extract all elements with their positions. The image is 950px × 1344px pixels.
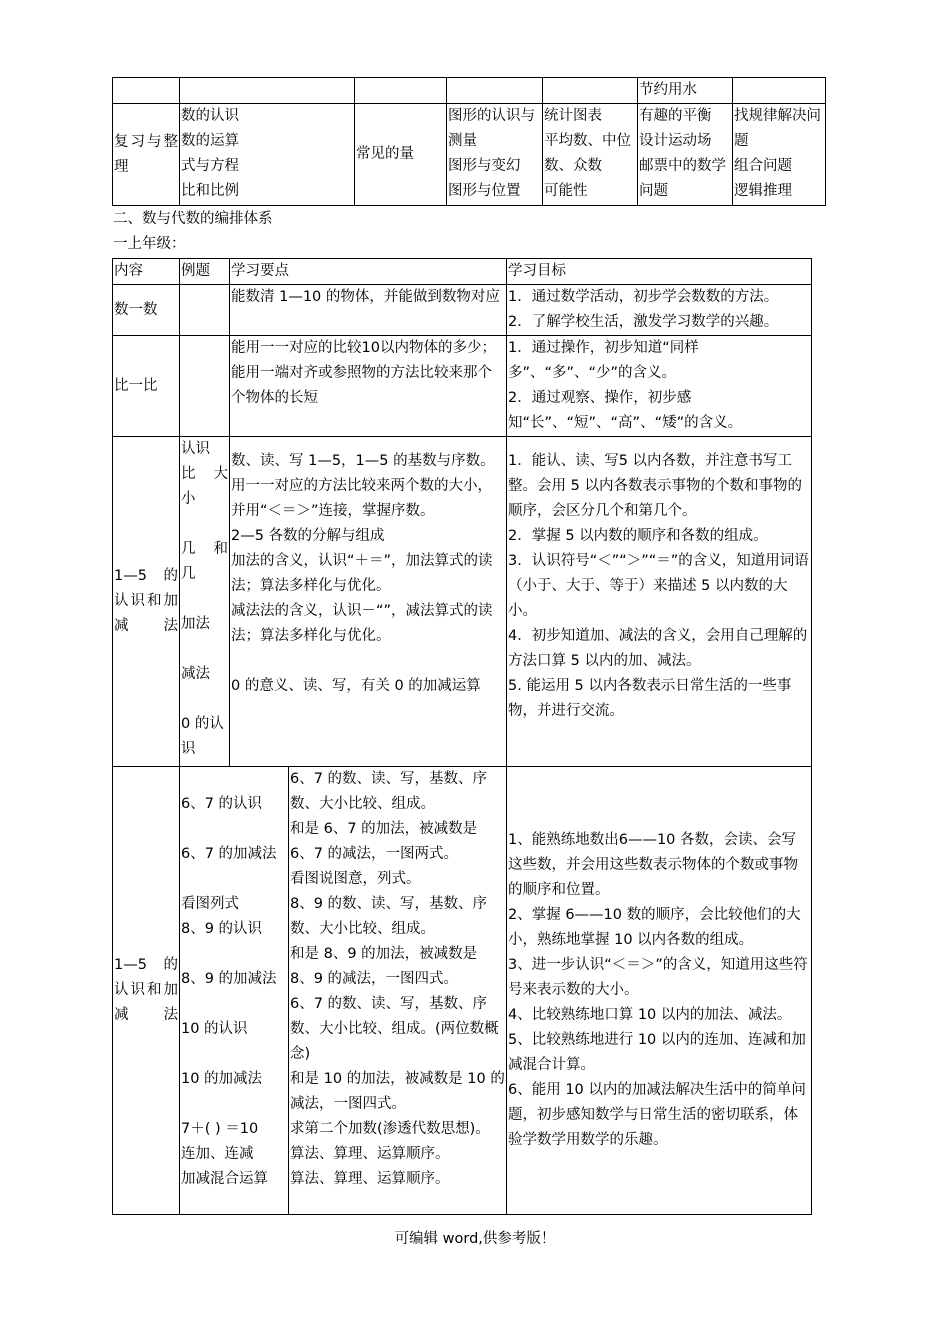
point-item: 加法的含义，认识“＋＝”，加法算式的读法；算法多样化与优化。	[231, 553, 493, 594]
topic-item: 可能性	[544, 183, 588, 199]
example-item: 看图列式	[181, 896, 239, 912]
example-item: 6、7 的认识	[181, 796, 263, 812]
points-cell: 能数清 1—10 的物体，并能做到数物对应	[230, 285, 507, 336]
table-row	[113, 437, 812, 767]
table-row	[113, 767, 812, 1215]
topic-item: 数的认识	[181, 108, 239, 124]
top-cell-note: 节约用水	[638, 78, 733, 104]
topic-item: 图形与位置	[448, 183, 521, 199]
goals-cell	[507, 437, 812, 767]
example-item: 7＋( ) ＝10	[181, 1121, 259, 1137]
point-item: 减法法的含义，认识－“”，减法算式的读法；算法多样化与优化。	[231, 603, 493, 644]
topic-item: 统计图表	[544, 108, 602, 124]
example-item: 8、9 的认识	[181, 921, 263, 937]
point-item: 和是 10 的加法，被减数是 10 的减法，一图四式。	[290, 1071, 505, 1112]
example-item: 8、9 的加减法	[181, 971, 277, 987]
content-label: 1—5 的认识和加减法	[114, 957, 178, 1023]
point-item: 看图说图意，列式。	[290, 871, 421, 887]
example-item: 几 和几	[181, 541, 228, 582]
table-row	[113, 285, 812, 336]
point-item: 算法、算理、运算顺序。	[290, 1146, 450, 1162]
top-cell	[447, 78, 543, 104]
goal-item: 4、比较熟练地口算 10 以内的加法、减法。	[508, 1007, 792, 1023]
top-cell	[733, 78, 826, 104]
example-item: 0 的认识	[181, 716, 224, 757]
top-cell	[180, 78, 355, 104]
goal-item: 2．掌握 5 以内数的顺序和各数的组成。	[508, 528, 768, 544]
top-cell	[113, 78, 180, 104]
header-example: 例题	[180, 259, 230, 285]
example-cell	[180, 285, 230, 336]
reasoning-cell	[733, 104, 826, 206]
topic-item: 组合问题	[734, 158, 792, 174]
grade-title: 一上年级：	[113, 236, 186, 252]
point-item: 能用一一对应的比较10以内物体的多少；	[231, 340, 496, 356]
point-item: 8、9 的数、读、写，基数、序数、大小比较、组成。	[290, 896, 488, 937]
example-item: 加法	[181, 616, 210, 632]
section-title: 二、数与代数的编排体系	[113, 211, 273, 227]
example-item: 连加、连减	[181, 1146, 254, 1162]
goal-item: 2、掌握 6——10 数的顺序，会比较他们的大小，熟练地掌握 10 以内各数的组成。	[508, 907, 801, 948]
example-item: 减法	[181, 666, 210, 682]
geometry-cell	[447, 104, 543, 206]
goal-item: 3、进一步认识“＜＝＞”的含义，知道用这些符号来表示数的大小。	[508, 957, 808, 998]
topic-item: 邮票中的数学问题	[639, 158, 726, 199]
example-item: 比 大小	[181, 466, 228, 507]
topic-item: 平均数、中位数、众数	[544, 133, 631, 174]
page-footer: 可编辑 word,供参考版！	[394, 1231, 556, 1247]
goal-item: 1．通过操作，初步知道“同样多”、“多”、“少”的含义。	[508, 340, 699, 381]
example-item: 10 的加减法	[181, 1071, 263, 1087]
main-table	[112, 258, 812, 1215]
header-goals: 学习目标	[507, 259, 812, 285]
topic-item: 有趣的平衡	[639, 108, 712, 124]
goals-cell	[507, 336, 812, 437]
point-item: 6、7 的数、读、写，基数、序数、大小比较、组成。(两位数概念)	[290, 996, 499, 1062]
example-cell	[180, 767, 289, 1215]
points-cell	[230, 336, 507, 437]
point-item: 能用一端对齐或参照物的方法比较来那个个物体的长短	[231, 365, 492, 406]
goal-item: 4．初步知道加、减法的含义，会用自己理解的方法口算 5 以内的加、减法。	[508, 628, 808, 669]
topic-item: 图形的认识与测量	[448, 108, 535, 149]
point-item: 2—5 各数的分解与组成	[231, 528, 385, 544]
header-points: 学习要点	[230, 259, 507, 285]
review-cell	[113, 104, 180, 206]
point-item: 0 的意义、读、写，有关 0 的加减运算	[231, 678, 481, 694]
example-item: 10 的认识	[181, 1021, 248, 1037]
goal-item: 1、能熟练地数出6——10 各数，会读、会写这些数，并会用这些数表示物体的个数或事物的顺序和位置。	[508, 832, 798, 898]
statistics-cell	[543, 104, 638, 206]
example-cell	[180, 437, 230, 767]
top-cell	[543, 78, 638, 104]
point-item: 和是 6、7 的加法，被减数是 6、7 的减法，一图两式。	[290, 821, 478, 862]
content-cell: 数一数	[113, 285, 180, 336]
point-item: 数、读、写 1—5，1—5 的基数与序数。用一一对应的方法比较来两个数的大小，并用“＜＝＞”连接，掌握序数。	[231, 453, 495, 519]
topic-item: 数的运算	[181, 133, 239, 149]
goal-item: 5. 能运用 5 以内各数表示日常生活的一些事物，并进行交流。	[508, 678, 792, 719]
goals-cell	[507, 767, 812, 1215]
goal-item: 6、能用 10 以内的加减法解决生活中的简单问题，初步感知数学与日常生活的密切联系，体验学数学用数学的乐趣。	[508, 1082, 806, 1148]
goal-item: 3．认识符号“＜”“＞”“＝”的含义，知道用词语（小于、大于、等于）来描述 5 以内数的大小。	[508, 553, 809, 619]
topic-item: 设计运动场	[639, 133, 712, 149]
topic-item: 比和比例	[181, 183, 239, 199]
top-table-row	[113, 104, 826, 206]
content-cell	[113, 437, 180, 767]
number-topics-cell	[180, 104, 355, 206]
content-label: 1—5 的认识和加减法	[114, 568, 178, 634]
goals-cell	[507, 285, 812, 336]
point-item: 求第二个加数(渗透代数思想)。	[290, 1121, 490, 1137]
points-cell	[230, 437, 507, 767]
review-label: 复习与整理	[114, 133, 178, 175]
point-item: 算法、算理、运算顺序。	[290, 1171, 450, 1187]
goal-item: 1．能认、读、写5 以内各数，并注意书写工整。会用 5 以内各数表示事物的个数和事物的顺序，会区分几个和第几个。	[508, 453, 802, 519]
goal-item: 1．通过数学活动，初步学会数数的方法。	[508, 289, 779, 305]
header-content: 内容	[113, 259, 180, 285]
quantity-cell: 常见的量	[355, 104, 447, 206]
goal-item: 2．了解学校生活，激发学习数学的兴趣。	[508, 314, 779, 330]
top-table-row	[113, 78, 826, 104]
example-item: 6、7 的加减法	[181, 846, 277, 862]
points-cell	[289, 767, 507, 1215]
topic-item: 逻辑推理	[734, 183, 792, 199]
topic-item: 图形与变幻	[448, 158, 521, 174]
table-row	[113, 336, 812, 437]
topic-item: 找规律解决问题	[734, 108, 821, 149]
point-item: 和是 8、9 的加法，被减数是 8、9 的减法，一图四式。	[290, 946, 478, 987]
content-cell	[113, 767, 180, 1215]
content-cell: 比一比	[113, 336, 180, 437]
point-item: 6、7 的数、读、写，基数、序数、大小比较、组成。	[290, 771, 488, 812]
top-cell	[355, 78, 447, 104]
example-item: 加减混合运算	[181, 1171, 268, 1187]
practice-cell	[638, 104, 733, 206]
top-table	[112, 77, 826, 206]
example-cell	[180, 336, 230, 437]
goal-item: 5、比较熟练地进行 10 以内的连加、连减和加减混合计算。	[508, 1032, 806, 1073]
example-item: 认识	[181, 441, 210, 457]
header-row	[113, 259, 812, 285]
topic-item: 式与方程	[181, 158, 239, 174]
goal-item: 2．通过观察、操作，初步感知“长”、“短”、“高”、“矮”的含义。	[508, 390, 743, 431]
